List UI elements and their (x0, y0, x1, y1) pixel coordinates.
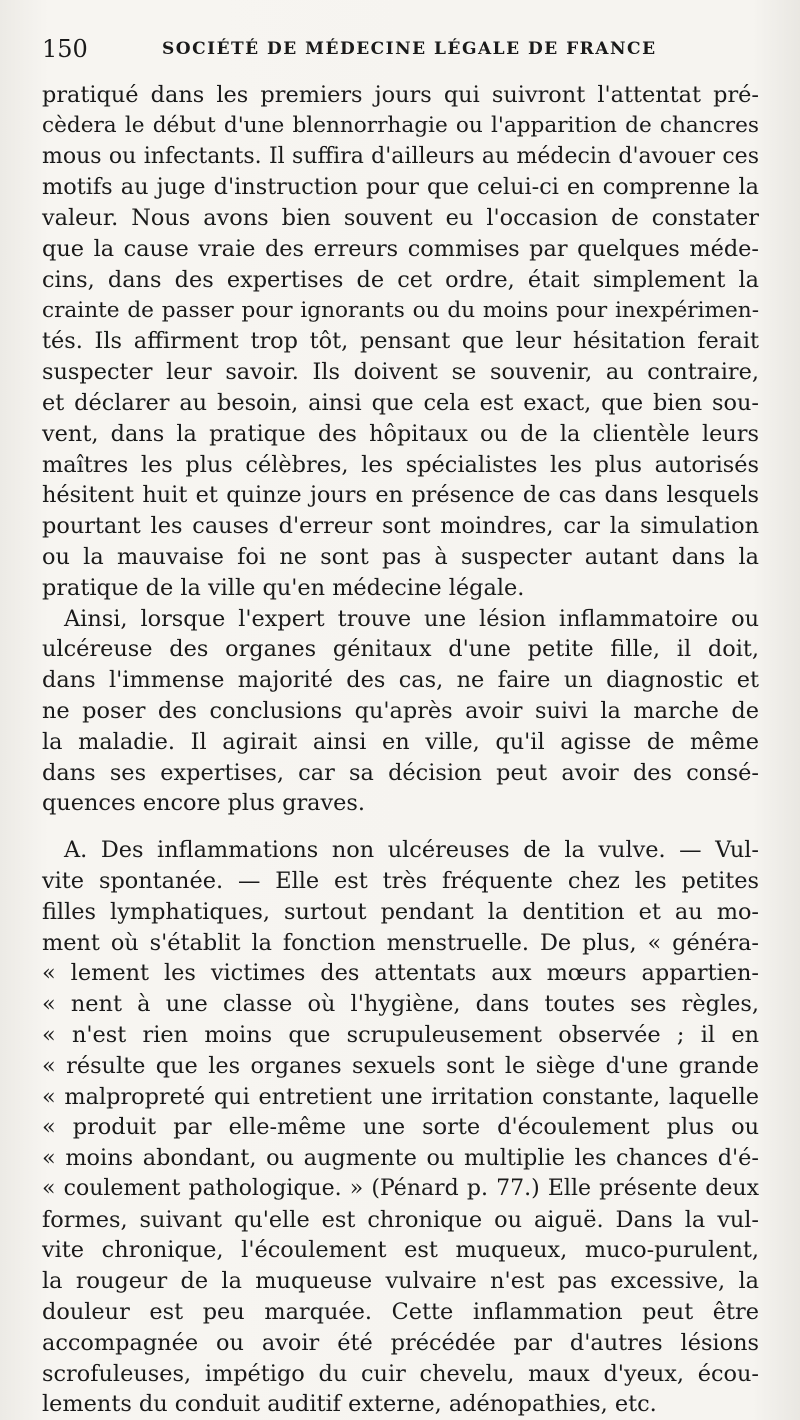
text-line: dans l'immense majorité des cas, ne faire un diagnostic et (42, 667, 759, 694)
text-line: que la cause vraie des erreurs commises par quelques méde- (42, 235, 759, 262)
text-line: pratiqué dans les premiers jours qui suivront l'attentat pré- (42, 82, 759, 108)
text-line: la rougeur de la muqueuse vulvaire n'est pas excessive, la (42, 1268, 759, 1295)
text-line: la maladie. Il agirait ainsi en ville, qu'il agisse de même (42, 728, 759, 755)
text-line: pratique de la ville qu'en médecine légale. (42, 574, 525, 601)
text-line: accompagnée ou avoir été précédée par d'autres lésions (42, 1329, 759, 1356)
text-line: formes, suivant qu'elle est chronique ou aiguë. Dans la vul- (42, 1206, 759, 1233)
page-number: 150 (42, 35, 88, 63)
text-line: « produit par elle-même une sorte d'écoulement plus ou (42, 1114, 759, 1141)
text-line: filles lymphatiques, surtout pendant la dentition et au mo- (42, 898, 759, 925)
paragraph-1 (42, 80, 759, 604)
text-line: douleur est peu marquée. Cette inflammation peut être (42, 1299, 759, 1326)
text-line: Ainsi, lorsque l'expert trouve une lésion inflammatoire ou (64, 605, 759, 632)
text-line: dans ses expertises, car sa décision peut avoir des consé- (42, 759, 759, 786)
text-line: ou la mauvaise foi ne sont pas à suspecter autant dans la (42, 543, 759, 570)
body-text (42, 80, 759, 1420)
text-line: cins, dans des expertises de cet ordre, était simplement la (42, 266, 759, 293)
text-line: tés. Ils affirment trop tôt, pensant que leur hésitation ferait (42, 328, 759, 355)
text-line: « résulte que les organes sexuels sont le siège d'une grande (42, 1052, 759, 1079)
text-line: vite spontanée. — Elle est très fréquente chez les petites (42, 867, 759, 894)
running-head: SOCIÉTÉ DE MÉDECINE LÉGALE DE FRANCE (162, 39, 657, 59)
text-line: mous ou infectants. Il suffira d'ailleurs au médecin d'avouer ces (42, 143, 759, 169)
text-line: ne poser des conclusions qu'après avoir suivi la marche de (42, 697, 759, 724)
text-line: scrofuleuses, impétigo du cuir chevelu, maux d'yeux, écou- (42, 1360, 759, 1387)
text-line: valeur. Nous avons bien souvent eu l'occasion de constater (42, 205, 759, 232)
text-line: « lement les victimes des attentats aux mœurs appartien- (42, 960, 759, 987)
text-line: vent, dans la pratique des hôpitaux ou de la clientèle leurs (42, 420, 759, 447)
text-line: maîtres les plus célèbres, les spécialistes les plus autorisés (42, 451, 759, 478)
text-line: « malpropreté qui entretient une irritation constante, laquelle (42, 1083, 759, 1110)
text-line: motifs au juge d'instruction pour que celui-ci en comprenne la (42, 174, 759, 201)
text-line: lements du conduit auditif externe, adénopathies, etc. (42, 1391, 657, 1418)
text-line: hésitent huit et quinze jours en présence de cas dans lesquels (42, 482, 759, 509)
text-line: ulcéreuse des organes génitaux d'une petite fille, il doit, (42, 636, 759, 663)
text-line: ment où s'établit la fonction menstruelle. De plus, « généra- (42, 929, 759, 956)
section-heading-line: A. Des inflammations non ulcéreuses de la vulve. — Vul- (64, 837, 759, 864)
paragraph-2 (42, 604, 759, 820)
paragraph-3 (42, 835, 759, 1420)
text-line: suspecter leur savoir. Ils doivent se souvenir, au contraire, (42, 359, 759, 386)
paragraph-gap (42, 819, 759, 835)
text-line: « coulement pathologique. » (Pénard p. 77.) Elle présente deux (42, 1175, 759, 1201)
text-line: crainte de passer pour ignorants ou du moins pour inexpérimen- (42, 297, 759, 323)
text-line: cèdera le début d'une blennorrhagie ou l'apparition de chancres (42, 112, 759, 138)
text-line: « n'est rien moins que scrupuleusement observée ; il en (42, 1021, 759, 1048)
text-line: « nent à une classe où l'hygiène, dans toutes ses règles, (42, 991, 759, 1018)
text-line: « moins abondant, ou augmente ou multiplie les chances d'é- (42, 1145, 759, 1172)
text-line: pourtant les causes d'erreur sont moindres, car la simulation (42, 513, 759, 540)
page-header (42, 34, 758, 64)
text-line: quences encore plus graves. (42, 790, 366, 817)
text-line: vite chronique, l'écoulement est muqueux, muco-purulent, (42, 1237, 759, 1264)
text-line: et déclarer au besoin, ainsi que cela est exact, que bien sou- (42, 389, 759, 416)
